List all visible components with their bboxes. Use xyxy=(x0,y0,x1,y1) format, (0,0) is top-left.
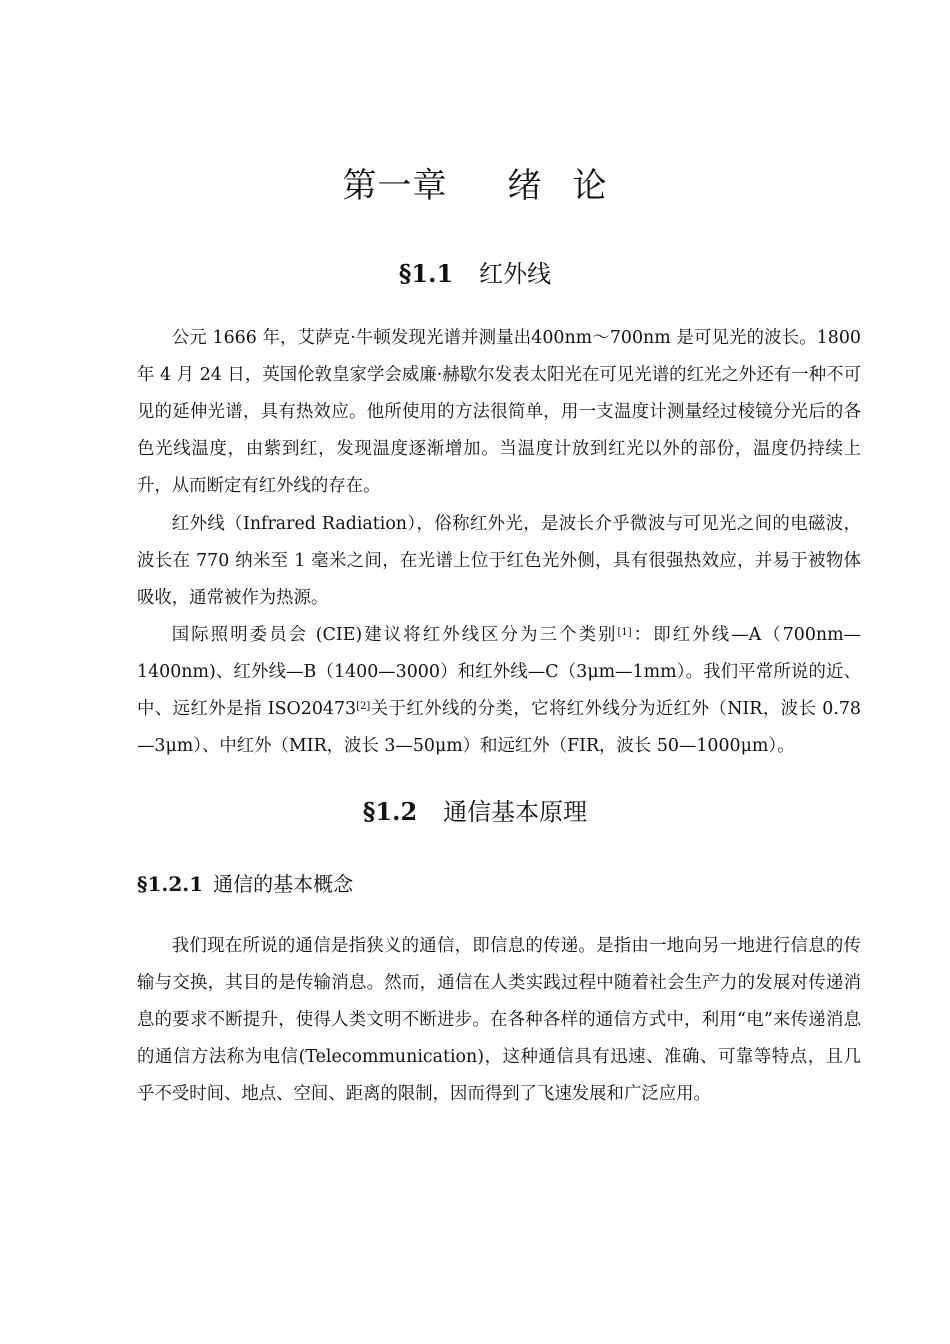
subsection-title: 通信的基本概念 xyxy=(213,872,354,896)
paragraph-newton-discovery: 公元 1666 年，艾萨克·牛顿发现光谱并测量出400nm～700nm 是可见光的波长。1800 年 4 月 24 日，英国伦敦皇家学会威廉·赫歇尔发表太阳光在可见光谱的红光之外还有一种不可见的延伸光谱，具有热效应。他所使用的方法很简单，用一支温度计测量经过棱镜分光后的各色光线温度，由紫到红，发现温度逐渐增加。当温度计放到红光以外的部份，温度仍持续上升，从而断定有红外线的存在。 xyxy=(137,328,861,496)
paragraph-text: ：即红外线—A（700nm—1400nm)、红外线—B（1400—3000）和红外线—C（3μm—1mm）。我们平常所说的近、中、远红外是指 ISO20473 xyxy=(137,625,861,719)
section-heading-1-1 xyxy=(0,254,950,289)
chapter-number: 第一章 xyxy=(342,166,448,206)
section-heading-1-2 xyxy=(0,792,950,827)
section-title: 通信基本原理 xyxy=(443,798,588,826)
chapter-name-part-2: 论 xyxy=(572,166,608,206)
section-number: §1.1 xyxy=(398,259,454,288)
paragraph-text: 国际照明委员会 (CIE)建议将红外线区分为三个类别 xyxy=(171,625,618,645)
chapter-name-part-1: 绪 xyxy=(507,166,543,206)
subsection-heading-1-2-1 xyxy=(137,868,353,897)
section-title: 红外线 xyxy=(479,260,552,288)
section-number: §1.2 xyxy=(362,797,418,826)
paragraph-infrared-classification xyxy=(137,617,861,765)
chapter-title xyxy=(0,158,950,207)
paragraph-infrared-definition: 红外线（Infrared Radiation），俗称红外光，是波长介乎微波与可见光之间的电磁波，波长在 770 纳米至 1 毫米之间，在光谱上位于红色光外侧，具有很强热效应，并易于被物体吸收，通常被作为热源。 xyxy=(137,514,861,608)
paragraph-text: 关于红外线的分类，它将红外线分为近红外（NIR，波长 0.78—3μm）、中红外（MIR，波长 3—50μm）和远红外（FIR，波长 50—1000μm）。 xyxy=(137,699,861,756)
citation-ref-2[interactable]: [2] xyxy=(356,701,371,712)
paragraph-communication-concept: 我们现在所说的通信是指狭义的通信，即信息的传递。是指由一地向另一地进行信息的传输与交换，其目的是传输消息。然而，通信在人类实践过程中随着社会生产力的发展对传递消息的要求不断提升，使得人类文明不断进步。在各种各样的通信方式中，利用“电”来传递消息的通信方法称为电信(Telecommunication)，这种通信具有迅速、准确、可靠等特点，且几乎不受时间、地点、空间、距离的限制，因而得到了飞速发展和广泛应用。 xyxy=(137,936,861,1104)
citation-ref-1[interactable]: [1] xyxy=(617,627,632,638)
subsection-number: §1.2.1 xyxy=(137,872,204,896)
